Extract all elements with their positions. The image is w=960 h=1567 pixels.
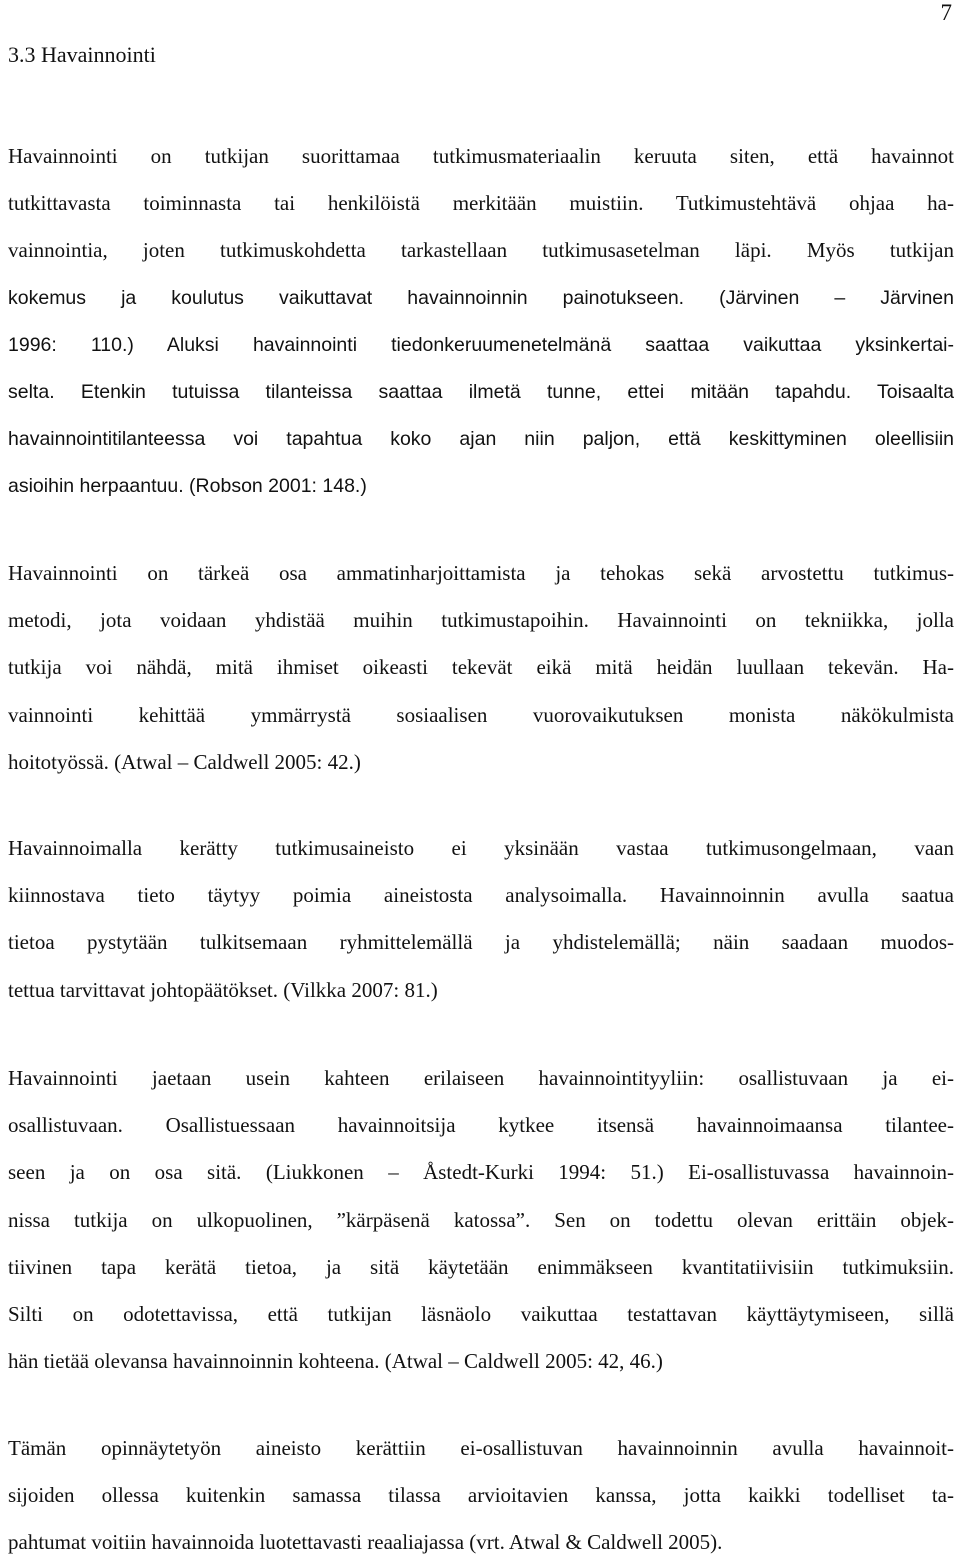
text-line: tutkittavasta toiminnasta tai henkilöistä merkitään muistiin. Tutkimustehtävä ohjaa ha- (8, 191, 954, 216)
text-line: pahtumat voitiin havainnoida luotettavasti reaaliajassa (vrt. Atwal & Caldwell 2005). (8, 1530, 723, 1555)
paragraph-2 (8, 550, 954, 786)
text-line: vainnointia, joten tutkimuskohdetta tarkastellaan tutkimusasetelman läpi. Myös tutkijan (8, 238, 954, 263)
text-line: osallistuvaan. Osallistuessaan havainnoitsija kytkee itsensä havainnoimaansa tilantee- (8, 1113, 954, 1138)
paragraph-4 (8, 1055, 954, 1385)
text-line: tutkija voi nähdä, mitä ihmiset oikeasti tekevät eikä mitä heidän luullaan tekevän. Ha- (8, 655, 954, 680)
text-line: vainnointi kehittää ymmärrystä sosiaalisen vuorovaikutuksen monista näkökulmista (8, 702, 954, 727)
text-line: tietoa pystytään tulkitsemaan ryhmittelemällä ja yhdistelemällä; näin saadaan muodos- (8, 930, 954, 955)
text-line: Silti on odotettavissa, että tutkijan läsnäolo vaikuttaa testattavan käyttäytymiseen, sillä (8, 1302, 954, 1327)
paragraph-3 (8, 825, 954, 1014)
text-line: selta. Etenkin tutuissa tilanteissa saattaa ilmetä tunne, ettei mitään tapahdu. Toisaalta (8, 381, 954, 404)
text-line: hän tietää olevansa havainnoinnin kohteena. (Atwal – Caldwell 2005: 42, 46.) (8, 1349, 663, 1374)
text-line: sijoiden ollessa kuitenkin samassa tilassa arvioitavien kanssa, jotta kaikki todelliset ta- (8, 1483, 954, 1508)
paragraph-5 (8, 1425, 954, 1567)
text-line: metodi, jota voidaan yhdistää muihin tutkimustapoihin. Havainnointi on tekniikka, jolla (8, 608, 954, 633)
text-line: kokemus ja koulutus vaikuttavat havainnoinnin painotukseen. (Järvinen – Järvinen (8, 286, 954, 309)
text-line: hoitotyössä. (Atwal – Caldwell 2005: 42.) (8, 749, 361, 774)
paragraph-1 (8, 133, 954, 511)
text-line: Tämän opinnäytetyön aineisto kerättiin ei-osallistuvan havainnoinnin avulla havainnoit- (8, 1436, 954, 1460)
text-line: nissa tutkija on ulkopuolinen, ”kärpäsenä katossa”. Sen on todettu olevan erittäin objek- (8, 1207, 954, 1232)
text-line: 1996: 110.) Aluksi havainnointi tiedonkeruumenetelmänä saattaa vaikuttaa yksinkertai- (8, 333, 954, 356)
text-line: tettua tarvittavat johtopäätökset. (Vilkka 2007: 81.) (8, 977, 438, 1002)
text-line: Havainnointi jaetaan usein kahteen erilaiseen havainnointityyliin: osallistuvaan ja ei- (8, 1066, 954, 1090)
text-line: Havainnoimalla kerätty tutkimusaineisto ei yksinään vastaa tutkimusongelmaan, vaan (8, 836, 954, 860)
text-line: asioihin herpaantuu. (Robson 2001: 148.) (8, 475, 367, 498)
text-line: seen ja on osa sitä. (Liukkonen – Åstedt-Kurki 1994: 51.) Ei-osallistuvassa havainnoin- (8, 1160, 954, 1185)
text-line: kiinnostava tieto täytyy poimia aineistosta analysoimalla. Havainnoinnin avulla saatua (8, 883, 954, 908)
text-line: havainnointitilanteessa voi tapahtua koko ajan niin paljon, että keskittyminen oleellisiin (8, 428, 954, 451)
text-line: Havainnointi on tärkeä osa ammatinharjoittamista ja tehokas sekä arvostettu tutkimus- (8, 561, 954, 585)
section-heading: 3.3 Havainnointi (8, 42, 156, 67)
text-line: tiivinen tapa kerätä tietoa, ja sitä käytetään enimmäkseen kvantitatiivisiin tutkimuksiin. (8, 1254, 954, 1279)
text-line: Havainnointi on tutkijan suorittamaa tutkimusmateriaalin keruuta siten, että havainnot (8, 144, 954, 168)
page-number: 7 (940, 0, 952, 25)
